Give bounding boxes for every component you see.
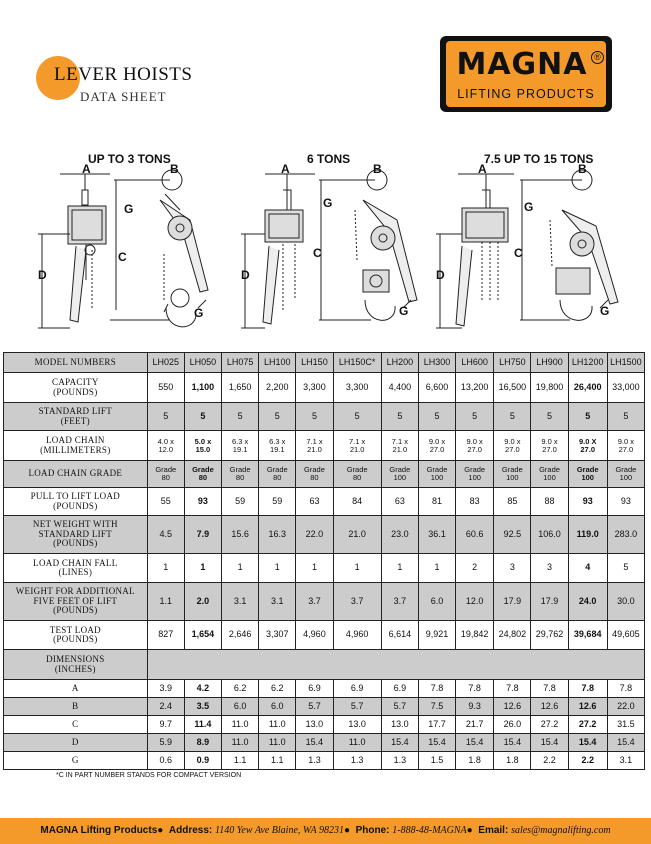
table-cell: 11.0 — [222, 716, 259, 734]
table-cell: Grade 80 — [147, 461, 184, 488]
table-cell: 4,400 — [381, 373, 418, 403]
table-cell: 5 — [418, 403, 455, 431]
table-cell: 1.1 — [147, 583, 184, 621]
table-cell: Grade 100 — [456, 461, 494, 488]
table-cell: 15.4 — [568, 734, 607, 752]
dimension-g-label: G — [399, 304, 409, 318]
table-cell: 83 — [456, 488, 494, 516]
table-cell: 9,921 — [418, 621, 455, 650]
table-cell: 15.4 — [296, 734, 333, 752]
table-cell: 1 — [222, 554, 259, 583]
table-cell: 5 — [259, 403, 296, 431]
table-cell: Grade 80 — [184, 461, 221, 488]
table-cell: 1.1 — [222, 752, 259, 770]
table-cell: 2.4 — [147, 698, 184, 716]
table-cell: 5 — [296, 403, 333, 431]
table-cell: Grade 100 — [494, 461, 531, 488]
model-number-cell: LH150 — [296, 353, 333, 373]
table-cell: 3.1 — [222, 583, 259, 621]
dimension-g-label: G — [194, 306, 204, 320]
table-cell: 3,307 — [259, 621, 296, 650]
table-cell: 1.8 — [456, 752, 494, 770]
table-cell: 29,762 — [531, 621, 568, 650]
dimension-row — [4, 734, 645, 752]
table-cell: 7.8 — [531, 680, 568, 698]
logo-word: MAGNA — [456, 47, 588, 82]
row-label: CAPACITY (POUNDS) — [4, 373, 148, 403]
table-cell: 5 — [531, 403, 568, 431]
table-cell: 3.1 — [607, 752, 644, 770]
table-cell: 3 — [531, 554, 568, 583]
table-cell: 5 — [494, 403, 531, 431]
table-cell: 24,802 — [494, 621, 531, 650]
table-cell: 4,960 — [333, 621, 381, 650]
footer-company: MAGNA Lifting Products — [40, 825, 158, 836]
model-number-cell: LH600 — [456, 353, 494, 373]
table-cell: 6.9 — [333, 680, 381, 698]
logo-tagline: LIFTING PRODUCTS — [457, 87, 595, 101]
table-cell: 23.0 — [381, 516, 418, 554]
table-cell: 1.3 — [333, 752, 381, 770]
table-cell: 6.0 — [418, 583, 455, 621]
table-cell: 3,300 — [333, 373, 381, 403]
table-cell: 4 — [568, 554, 607, 583]
table-cell: 63 — [381, 488, 418, 516]
footer-bar — [0, 818, 651, 844]
model-number-cell: LH050 — [184, 353, 221, 373]
table-cell: 93 — [184, 488, 221, 516]
table-cell: 1 — [259, 554, 296, 583]
table-cell: 6,614 — [381, 621, 418, 650]
table-cell: 93 — [568, 488, 607, 516]
dimension-a-label: A — [281, 162, 290, 176]
table-cell: 7.8 — [494, 680, 531, 698]
table-cell: 21.0 — [333, 516, 381, 554]
table-cell: 9.7 — [147, 716, 184, 734]
dimension-row — [4, 752, 645, 770]
table-header-row — [4, 353, 645, 373]
table-cell: 12.0 — [456, 583, 494, 621]
table-cell: 1.1 — [259, 752, 296, 770]
table-cell: 11.0 — [259, 716, 296, 734]
model-number-cell: LH150C* — [333, 353, 381, 373]
table-cell: 7.8 — [418, 680, 455, 698]
table-cell: 550 — [147, 373, 184, 403]
dimensions-spacer — [147, 650, 644, 680]
table-row — [4, 488, 645, 516]
table-cell: 5 — [568, 403, 607, 431]
model-number-cell: LH1500 — [607, 353, 644, 373]
table-cell: 12.6 — [568, 698, 607, 716]
table-cell: 15.4 — [494, 734, 531, 752]
row-label: STANDARD LIFT (FEET) — [4, 403, 148, 431]
table-cell: 0.6 — [147, 752, 184, 770]
table-cell: 5 — [607, 403, 644, 431]
table-cell: 39,684 — [568, 621, 607, 650]
dimension-g-label: G — [524, 200, 534, 214]
dimension-c-label: C — [118, 250, 127, 264]
model-number-cell: LH025 — [147, 353, 184, 373]
model-number-cell: LH1200 — [568, 353, 607, 373]
model-number-cell: LH200 — [381, 353, 418, 373]
table-cell: Grade 80 — [259, 461, 296, 488]
footer-contact: MAGNA Lifting Products● Address: 1140 Yew Ave Blaine, WA 98231● Phone: 1-888-48-MAGNA● Email: sales@magnalifting.com — [40, 825, 611, 836]
table-cell: 17.7 — [418, 716, 455, 734]
magna-logo — [440, 36, 612, 112]
footer-email: sales@magnalifting.com — [511, 825, 611, 836]
table-cell: 3.1 — [259, 583, 296, 621]
table-cell: 59 — [222, 488, 259, 516]
table-cell: 1.8 — [494, 752, 531, 770]
footnote: *C IN PART NUMBER STANDS FOR COMPACT VERSION — [56, 772, 242, 779]
dimension-d-label: D — [38, 268, 47, 282]
table-cell: 88 — [531, 488, 568, 516]
table-cell: 2.2 — [531, 752, 568, 770]
dimensions-header-row — [4, 650, 645, 680]
table-cell: 22.0 — [607, 698, 644, 716]
table-cell: 5.7 — [296, 698, 333, 716]
table-cell: 1,654 — [184, 621, 221, 650]
table-cell: Grade 100 — [568, 461, 607, 488]
table-cell: 11.0 — [222, 734, 259, 752]
table-cell: 0.9 — [184, 752, 221, 770]
table-row — [4, 461, 645, 488]
table-cell: 6.2 — [259, 680, 296, 698]
row-label: WEIGHT FOR ADDITIONAL FIVE FEET OF LIFT (POUNDS) — [4, 583, 148, 621]
table-row — [4, 516, 645, 554]
table-cell: 11.0 — [259, 734, 296, 752]
logo-panel — [446, 41, 606, 107]
model-number-cell: LH900 — [531, 353, 568, 373]
table-cell: 92.5 — [494, 516, 531, 554]
table-cell: 4.5 — [147, 516, 184, 554]
row-label: TEST LOAD (POUNDS) — [4, 621, 148, 650]
table-cell: 7.8 — [607, 680, 644, 698]
table-cell: 19,800 — [531, 373, 568, 403]
table-cell: 283.0 — [607, 516, 644, 554]
table-cell: 7.8 — [456, 680, 494, 698]
model-number-cell: LH750 — [494, 353, 531, 373]
dimension-label: G — [4, 752, 148, 770]
table-cell: 4.2 — [184, 680, 221, 698]
table-cell: 119.0 — [568, 516, 607, 554]
table-cell: 13.0 — [333, 716, 381, 734]
table-cell: 6.3 x 19.1 — [259, 431, 296, 461]
table-cell: 1,650 — [222, 373, 259, 403]
dimension-row — [4, 680, 645, 698]
page-subtitle: DATA SHEET — [80, 89, 167, 104]
specifications-table — [3, 352, 645, 770]
table-cell: 26.0 — [494, 716, 531, 734]
table-cell: 4,960 — [296, 621, 333, 650]
table-cell: 7.1 x 21.0 — [296, 431, 333, 461]
table-cell: Grade 100 — [531, 461, 568, 488]
table-cell: Grade 100 — [381, 461, 418, 488]
table-cell: 5.7 — [381, 698, 418, 716]
table-cell: 6.9 — [381, 680, 418, 698]
table-cell: 11.4 — [184, 716, 221, 734]
table-cell: 5 — [607, 554, 644, 583]
table-row — [4, 554, 645, 583]
dimension-label: D — [4, 734, 148, 752]
table-cell: 21.7 — [456, 716, 494, 734]
table-cell: 8.9 — [184, 734, 221, 752]
table-cell: 36.1 — [418, 516, 455, 554]
dimension-label: C — [4, 716, 148, 734]
table-cell: 15.4 — [418, 734, 455, 752]
dimension-c-label: C — [514, 246, 523, 260]
table-cell: 106.0 — [531, 516, 568, 554]
diagram-6-tons — [235, 150, 435, 340]
header-label: MODEL NUMBERS — [4, 353, 148, 373]
table-cell: 1 — [184, 554, 221, 583]
table-cell: 5.0 x 15.0 — [184, 431, 221, 461]
dimension-d-label: D — [436, 268, 445, 282]
table-cell: Grade 100 — [607, 461, 644, 488]
table-cell: 2.2 — [568, 752, 607, 770]
table-cell: 3 — [494, 554, 531, 583]
table-cell: 59 — [259, 488, 296, 516]
table-cell: 49,605 — [607, 621, 644, 650]
table-cell: 5 — [381, 403, 418, 431]
table-row — [4, 431, 645, 461]
table-cell: 30.0 — [607, 583, 644, 621]
table-cell: 31.5 — [607, 716, 644, 734]
table-cell: 7.9 — [184, 516, 221, 554]
table-cell: 9.0 X 27.0 — [568, 431, 607, 461]
footer-address: 1140 Yew Ave Blaine, WA 98231 — [215, 825, 344, 836]
diagram-title: 7.5 UP TO 15 TONS — [484, 152, 594, 166]
table-cell: 5.7 — [333, 698, 381, 716]
table-row — [4, 403, 645, 431]
table-cell: 33,000 — [607, 373, 644, 403]
table-cell: 19,842 — [456, 621, 494, 650]
dimension-b-label: B — [170, 162, 179, 176]
table-cell: 2,200 — [259, 373, 296, 403]
table-cell: 81 — [418, 488, 455, 516]
table-cell: 827 — [147, 621, 184, 650]
dimension-g-label: G — [323, 196, 333, 210]
table-cell: 3.7 — [381, 583, 418, 621]
table-cell: 9.0 x 27.0 — [494, 431, 531, 461]
table-cell: 13,200 — [456, 373, 494, 403]
table-cell: 13.0 — [296, 716, 333, 734]
table-cell: 6.0 — [259, 698, 296, 716]
table-cell: 93 — [607, 488, 644, 516]
table-cell: 85 — [494, 488, 531, 516]
table-cell: 15.6 — [222, 516, 259, 554]
table-cell: 6.0 — [222, 698, 259, 716]
table-cell: 3,300 — [296, 373, 333, 403]
dimension-label: A — [4, 680, 148, 698]
dimension-c-label: C — [313, 246, 322, 260]
table-cell: 2 — [456, 554, 494, 583]
dimension-label: B — [4, 698, 148, 716]
table-cell: Grade 80 — [296, 461, 333, 488]
dimension-d-label: D — [241, 268, 250, 282]
diagram-7-5-up-to-15-tons — [432, 150, 637, 340]
row-label: LOAD CHAIN GRADE — [4, 461, 148, 488]
table-cell: 9.3 — [456, 698, 494, 716]
table-cell: Grade 80 — [222, 461, 259, 488]
table-cell: 1 — [333, 554, 381, 583]
table-cell: 1 — [381, 554, 418, 583]
dimension-a-label: A — [478, 162, 487, 176]
table-cell: 16.3 — [259, 516, 296, 554]
table-cell: 3.7 — [296, 583, 333, 621]
table-cell: 15.4 — [531, 734, 568, 752]
table-cell: 1 — [296, 554, 333, 583]
diagram-title: 6 TONS — [307, 152, 351, 166]
table-cell: 27.2 — [531, 716, 568, 734]
table-cell: 1.3 — [296, 752, 333, 770]
table-cell: 1,100 — [184, 373, 221, 403]
table-cell: 2.0 — [184, 583, 221, 621]
table-cell: 60.6 — [456, 516, 494, 554]
row-label: NET WEIGHT WITH STANDARD LIFT (POUNDS) — [4, 516, 148, 554]
table-cell: 5 — [184, 403, 221, 431]
table-cell: 5 — [456, 403, 494, 431]
table-row — [4, 621, 645, 650]
table-cell: 6.2 — [222, 680, 259, 698]
row-label: LOAD CHAIN FALL (LINES) — [4, 554, 148, 583]
table-cell: 22.0 — [296, 516, 333, 554]
table-row — [4, 373, 645, 403]
table-cell: 11.0 — [333, 734, 381, 752]
dimensions-label: DIMENSIONS (INCHES) — [4, 650, 148, 680]
dimension-b-label: B — [578, 162, 587, 176]
table-cell: 7.8 — [568, 680, 607, 698]
table-cell: 12.6 — [531, 698, 568, 716]
table-cell: 9.0 x 27.0 — [418, 431, 455, 461]
table-cell: 1 — [147, 554, 184, 583]
table-body — [4, 353, 645, 770]
table-cell: 16,500 — [494, 373, 531, 403]
footer-phone-label: Phone: — [355, 825, 390, 836]
table-cell: 15.4 — [381, 734, 418, 752]
table-cell: 13.0 — [381, 716, 418, 734]
diagram-up-to-3-tons — [30, 150, 230, 340]
table-cell: 17.9 — [531, 583, 568, 621]
model-number-cell: LH075 — [222, 353, 259, 373]
table-cell: 3.7 — [333, 583, 381, 621]
table-cell: 4.0 x 12.0 — [147, 431, 184, 461]
page-title: LEVER HOISTS — [54, 64, 193, 85]
table-cell: 5 — [147, 403, 184, 431]
dimension-b-label: B — [373, 162, 382, 176]
registered-mark: ® — [591, 51, 604, 64]
table-cell: 15.4 — [607, 734, 644, 752]
table-cell: 9.0 x 27.0 — [531, 431, 568, 461]
row-label: LOAD CHAIN (MILLIMETERS) — [4, 431, 148, 461]
table-cell: 17.9 — [494, 583, 531, 621]
footer-address-label: Address: — [168, 825, 213, 836]
model-number-cell: LH100 — [259, 353, 296, 373]
table-cell: 15.4 — [456, 734, 494, 752]
table-cell: 9.0 x 27.0 — [607, 431, 644, 461]
table-cell: 7.5 — [418, 698, 455, 716]
table-cell: 63 — [296, 488, 333, 516]
dimension-g-label: G — [600, 304, 610, 318]
table-cell: Grade 100 — [418, 461, 455, 488]
table-cell: Grade 80 — [333, 461, 381, 488]
table-cell: 5 — [222, 403, 259, 431]
dimension-row — [4, 716, 645, 734]
model-number-cell: LH300 — [418, 353, 455, 373]
table-cell: 7.1 x 21.0 — [333, 431, 381, 461]
table-cell: 27.2 — [568, 716, 607, 734]
dimension-g-label: G — [124, 202, 134, 216]
dimension-row — [4, 698, 645, 716]
footer-email-label: Email: — [478, 825, 509, 836]
table-cell: 1 — [418, 554, 455, 583]
table-cell: 3.5 — [184, 698, 221, 716]
table-cell: 84 — [333, 488, 381, 516]
table-cell: 26,400 — [568, 373, 607, 403]
table-cell: 55 — [147, 488, 184, 516]
table-cell: 1.3 — [381, 752, 418, 770]
row-label: PULL TO LIFT LOAD (POUNDS) — [4, 488, 148, 516]
table-cell: 6,600 — [418, 373, 455, 403]
diagram-title: UP TO 3 TONS — [88, 152, 171, 166]
table-cell: 5.9 — [147, 734, 184, 752]
table-cell: 7.1 x 21.0 — [381, 431, 418, 461]
table-cell: 1.5 — [418, 752, 455, 770]
dimension-a-label: A — [82, 162, 91, 176]
table-cell: 2,646 — [222, 621, 259, 650]
table-cell: 6.9 — [296, 680, 333, 698]
table-cell: 5 — [333, 403, 381, 431]
table-cell: 12.6 — [494, 698, 531, 716]
table-cell: 9.0 x 27.0 — [456, 431, 494, 461]
table-cell: 3.9 — [147, 680, 184, 698]
header — [0, 0, 651, 150]
table-row — [4, 583, 645, 621]
table-cell: 6.3 x 19.1 — [222, 431, 259, 461]
table-cell: 24.0 — [568, 583, 607, 621]
footer-phone: 1-888-48-MAGNA — [392, 825, 467, 836]
